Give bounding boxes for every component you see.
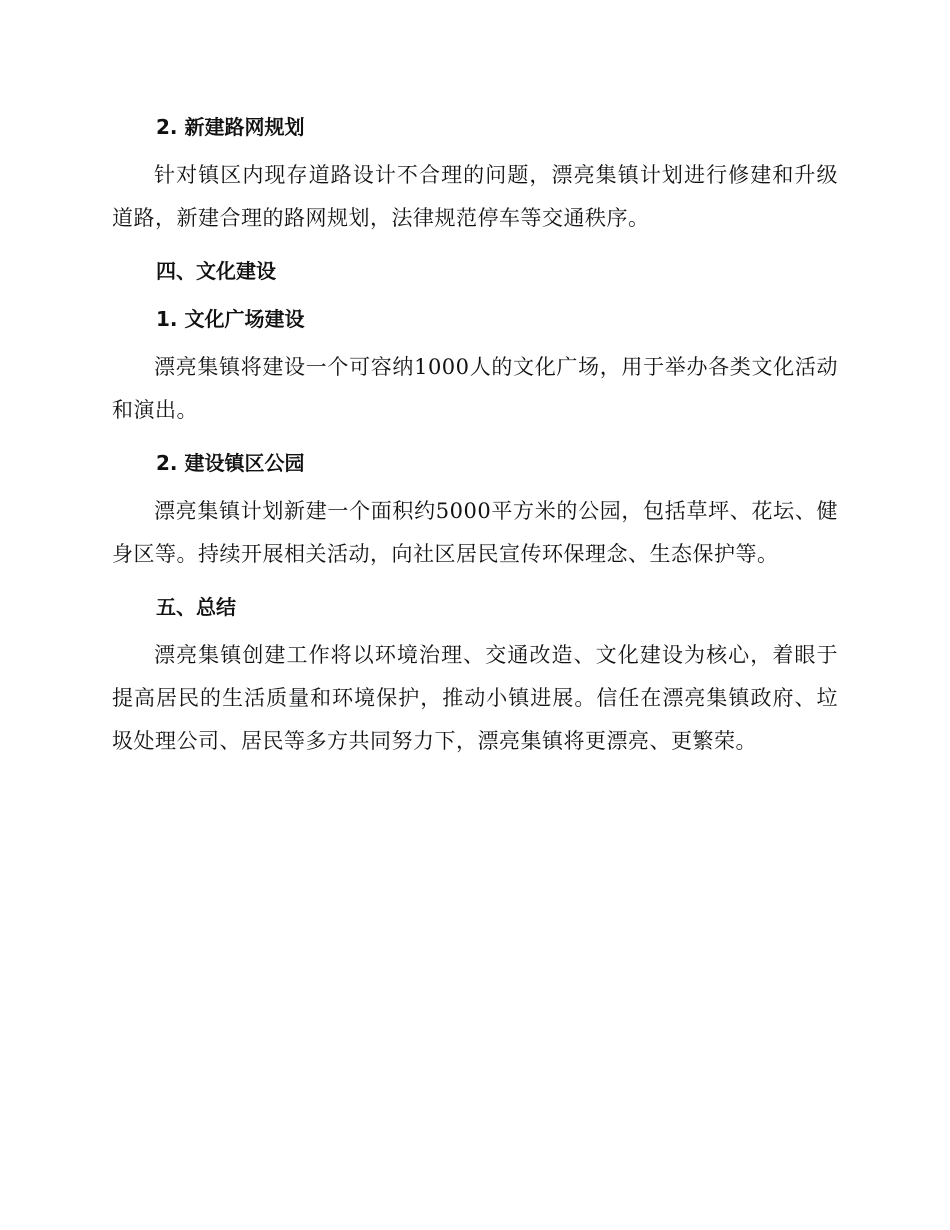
heading-cultural-construction: 四、文化建设	[156, 259, 276, 283]
paragraph-road-network: 针对镇区内现存道路设计不合理的问题，漂亮集镇计划进行修建和升级道路，新建合理的路网规划，法律规范停车等交通秩序。	[112, 163, 838, 230]
paragraph-summary: 漂亮集镇创建工作将以环境治理、交通改造、文化建设为核心，着眼于提高居民的生活质量和环境保护，推动小镇进展。信任在漂亮集镇政府、垃圾处理公司、居民等多方共同努力下，漂亮集镇将更漂亮、更繁荣。	[112, 643, 838, 753]
heading-cultural-square: 1. 文化广场建设	[156, 307, 305, 331]
paragraph-cultural-square: 漂亮集镇将建设一个可容纳1000人的文化广场，用于举办各类文化活动和演出。	[112, 355, 838, 422]
heading-town-park: 2. 建设镇区公园	[156, 451, 305, 475]
heading-road-network-planning: 2. 新建路网规划	[156, 115, 305, 139]
paragraph-town-park: 漂亮集镇计划新建一个面积约5000平方米的公园，包括草坪、花坛、健身区等。持续开展相关活动，向社区居民宣传环保理念、生态保护等。	[112, 499, 838, 566]
document-body	[112, 110, 838, 763]
heading-summary: 五、总结	[156, 595, 236, 619]
